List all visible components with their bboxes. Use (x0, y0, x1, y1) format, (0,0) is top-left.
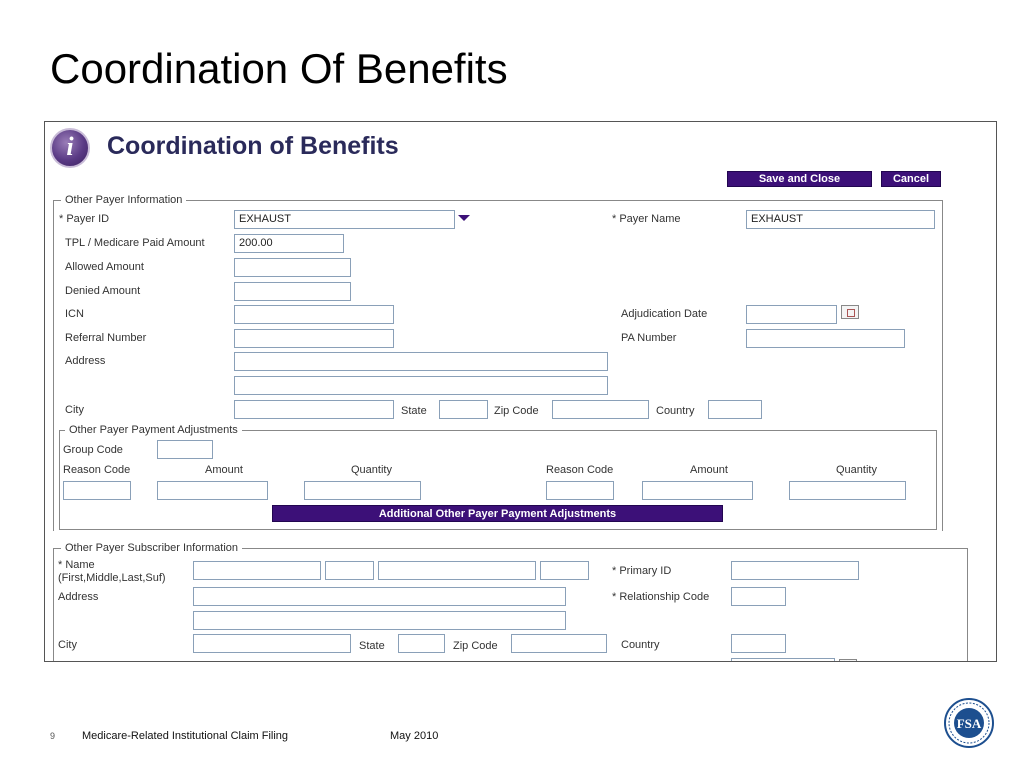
reason-code-field[interactable] (63, 481, 131, 500)
subscriber-country-field[interactable] (731, 634, 786, 653)
subscriber-date-field[interactable] (731, 658, 835, 662)
save-and-close-button[interactable]: Save and Close (727, 171, 872, 187)
subscriber-zip-label: Zip Code (453, 640, 498, 652)
amount-field-2[interactable] (642, 481, 753, 500)
pa-number-field[interactable] (746, 329, 905, 348)
reason-code-field-2[interactable] (546, 481, 614, 500)
slide-title: Coordination Of Benefits (50, 45, 508, 92)
other-payer-info-legend: Other Payer Information (61, 193, 186, 207)
denied-amount-field[interactable] (234, 282, 351, 301)
fssa-seal-logo (944, 698, 994, 748)
quantity-label: Quantity (351, 464, 392, 476)
state-field[interactable] (439, 400, 488, 419)
first-name-field[interactable] (193, 561, 321, 580)
adjudication-date-label: Adjudication Date (621, 308, 708, 320)
subscriber-info-legend: Other Payer Subscriber Information (61, 541, 242, 555)
zip-code-field[interactable] (552, 400, 649, 419)
quantity-field-2[interactable] (789, 481, 906, 500)
relationship-code-label: * Relationship Code (612, 591, 710, 603)
subscriber-state-field[interactable] (398, 634, 445, 653)
chevron-down-icon[interactable] (458, 215, 470, 221)
name-label: * Name (58, 559, 95, 571)
address-label: Address (65, 355, 106, 367)
last-name-field[interactable] (378, 561, 536, 580)
country-field[interactable] (708, 400, 762, 419)
pa-number-label: PA Number (621, 332, 677, 344)
quantity-field[interactable] (304, 481, 421, 500)
amount-label-2: Amount (690, 464, 728, 476)
footer-course-title: Medicare-Related Institutional Claim Filing (82, 730, 289, 742)
payer-name-label: * Payer Name (612, 213, 681, 225)
subscriber-zip-field[interactable] (511, 634, 607, 653)
subscriber-state-label: State (359, 640, 385, 652)
referral-number-field[interactable] (234, 329, 394, 348)
referral-number-label: Referral Number (65, 332, 147, 344)
calendar-icon[interactable] (841, 305, 859, 319)
payment-adjustments-legend: Other Payer Payment Adjustments (65, 423, 242, 437)
city-label: City (65, 404, 84, 416)
window-title: Coordination of Benefits (107, 132, 399, 160)
svg-text:FSA: FSA (956, 716, 982, 731)
subscriber-calendar-icon[interactable] (839, 659, 857, 662)
tpl-amount-label: TPL / Medicare Paid Amount (65, 237, 205, 249)
amount-label: Amount (205, 464, 243, 476)
allowed-amount-field[interactable] (234, 258, 351, 277)
subscriber-address-line2-field[interactable] (193, 611, 566, 630)
subscriber-country-label: Country (621, 639, 660, 651)
address-line2-field[interactable] (234, 376, 608, 395)
subscriber-city-field[interactable] (193, 634, 351, 653)
suffix-field[interactable] (540, 561, 589, 580)
primary-id-label: * Primary ID (612, 565, 672, 577)
payer-id-label: * Payer ID (59, 213, 110, 225)
address-line1-field[interactable] (234, 352, 608, 371)
page-number: 9 (50, 731, 56, 741)
payer-id-field[interactable]: EXHAUST (234, 210, 455, 229)
icn-field[interactable] (234, 305, 394, 324)
tpl-amount-field[interactable]: 200.00 (234, 234, 344, 253)
adjudication-date-field[interactable] (746, 305, 837, 324)
group-code-label: Group Code (63, 444, 123, 456)
denied-amount-label: Denied Amount (65, 285, 141, 297)
group-code-field[interactable] (157, 440, 213, 459)
name-format-label: (First,Middle,Last,Suf) (58, 572, 166, 584)
footer-date: May 2010 (390, 730, 439, 742)
subscriber-address-line1-field[interactable] (193, 587, 566, 606)
payer-name-field[interactable]: EXHAUST (746, 210, 935, 229)
primary-id-field[interactable] (731, 561, 859, 580)
reason-code-label: Reason Code (63, 464, 131, 476)
coordination-of-benefits-window (44, 121, 997, 662)
zip-code-label: Zip Code (494, 405, 539, 417)
reason-code-label-2: Reason Code (546, 464, 614, 476)
subscriber-address-label: Address (58, 591, 99, 603)
info-icon: i (50, 128, 90, 168)
amount-field[interactable] (157, 481, 268, 500)
cancel-button[interactable]: Cancel (881, 171, 941, 187)
icn-label: ICN (65, 308, 84, 320)
country-label: Country (656, 405, 695, 417)
allowed-amount-label: Allowed Amount (65, 261, 144, 273)
relationship-code-field[interactable] (731, 587, 786, 606)
state-label: State (401, 405, 427, 417)
subscriber-city-label: City (58, 639, 77, 651)
quantity-label-2: Quantity (836, 464, 877, 476)
middle-name-field[interactable] (325, 561, 374, 580)
city-field[interactable] (234, 400, 394, 419)
additional-adjustments-button[interactable]: Additional Other Payer Payment Adjustments (272, 505, 723, 522)
